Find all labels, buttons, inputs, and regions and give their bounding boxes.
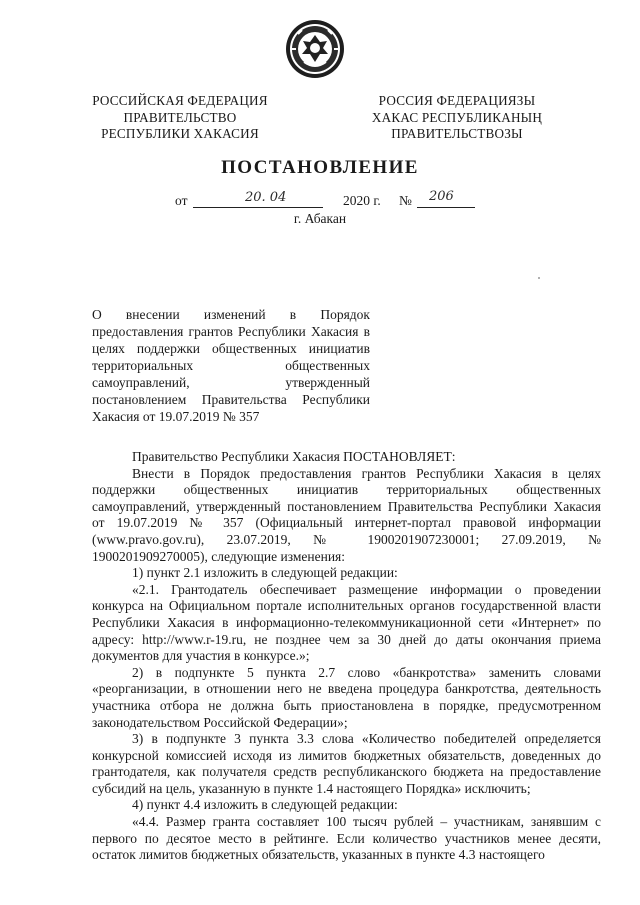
- coat-of-arms-icon: [284, 18, 346, 80]
- header-left-block: [85, 93, 275, 143]
- scan-speck: [538, 277, 540, 279]
- header-right-line: ПРАВИТЕЛЬСТВОЗЫ: [391, 126, 523, 141]
- city-label: г. Абакан: [293, 211, 347, 226]
- body-paragraph: 2) в подпункте 5 пункта 2.7 слово «банкротства» заменить словами «реорганизации, в отношении него не введена процедура банкротства, деятельность участника отбора не должна быть приостановлена в порядке, предусмотренном законодательством Российской Федерации»;: [92, 664, 601, 730]
- header-right-block: [362, 93, 552, 143]
- header-right-line: РОССИЯ ФЕДЕРАЦИЯЗЫ: [378, 93, 536, 108]
- document-type-title: ПОСТАНОВЛЕНИЕ: [221, 157, 419, 178]
- document-body: [92, 449, 601, 864]
- number-sign: №: [399, 193, 412, 208]
- header-left-line: ПРАВИТЕЛЬСТВО: [123, 109, 237, 125]
- body-paragraph: Правительство Республики Хакасия ПОСТАНОВЛЯЕТ:: [132, 449, 456, 464]
- body-paragraph: «2.1. Грантодатель обеспечивает размещение информации о проведении конкурса на Официальном портале исполнительных органов государственной власти Республики Хакасия в информационно-телекоммуникационной сети «Интернет» по адресу: http://www.r-19.ru, не позднее чем за 30 дней до даты окончания приема документов для участия в конкурсе.»;: [92, 581, 601, 664]
- header-left-line: РОССИЙСКАЯ ФЕДЕРАЦИЯ: [92, 93, 268, 108]
- subject-text: О внесении изменений в Порядок предоставления грантов Республики Хакасия в целях поддержки общественных инициатив территориальных общественных самоуправлений, утвержденный постановлением Правительства Республики Хакасия от 19.07.2019 № 357: [92, 307, 370, 424]
- body-paragraph: Внести в Порядок предоставления грантов Республики Хакасия в целях поддержки общественных инициатив территориальных общественных самоуправлений, утвержденный постановлением Правительства Республики Хакасия от 19.07.2019 № 357 (Официальный интернет-портал правовой информации (www.pravo.gov.ru), 23.07.2019, № 1900201907230001; 27.09.2019, № 1900201909270005), следующие изменения:: [92, 465, 601, 564]
- subject-block: [92, 306, 370, 425]
- number-handwritten: 206: [429, 189, 454, 204]
- body-paragraph: «4.4. Размер гранта составляет 100 тысяч рублей – участникам, занявшим с первого по десятое место в рейтинге. Если количество участников менее десяти, остаток лимитов бюджетных обязательств, указанных в пункте 4.3 настоящего: [92, 814, 601, 863]
- body-paragraph: 1) пункт 2.1 изложить в следующей редакции:: [132, 565, 398, 581]
- body-paragraph: 4) пункт 4.4 изложить в следующей редакции:: [132, 797, 398, 813]
- date-number-line: [175, 189, 495, 213]
- header-right-line: ХАКАС РЕСПУБЛИКАНЫҢ: [371, 109, 543, 125]
- body-paragraph: 3) в подпункте 3 пункта 3.3 слова «Количество победителей определяется конкурсной комиссией исходя из лимитов бюджетных обязательств, доведенных до грантодателя, как получателя средств республиканского бюджета на предоставление субсидий на цель, указанную в пункте 1.4 настоящего Порядка» исключить;: [92, 731, 601, 796]
- date-handwritten: 20. 04: [245, 190, 287, 205]
- date-prefix: от: [175, 193, 188, 208]
- year-label: 2020 г.: [343, 193, 381, 208]
- header-left-line: РЕСПУБЛИКИ ХАКАСИЯ: [101, 126, 259, 141]
